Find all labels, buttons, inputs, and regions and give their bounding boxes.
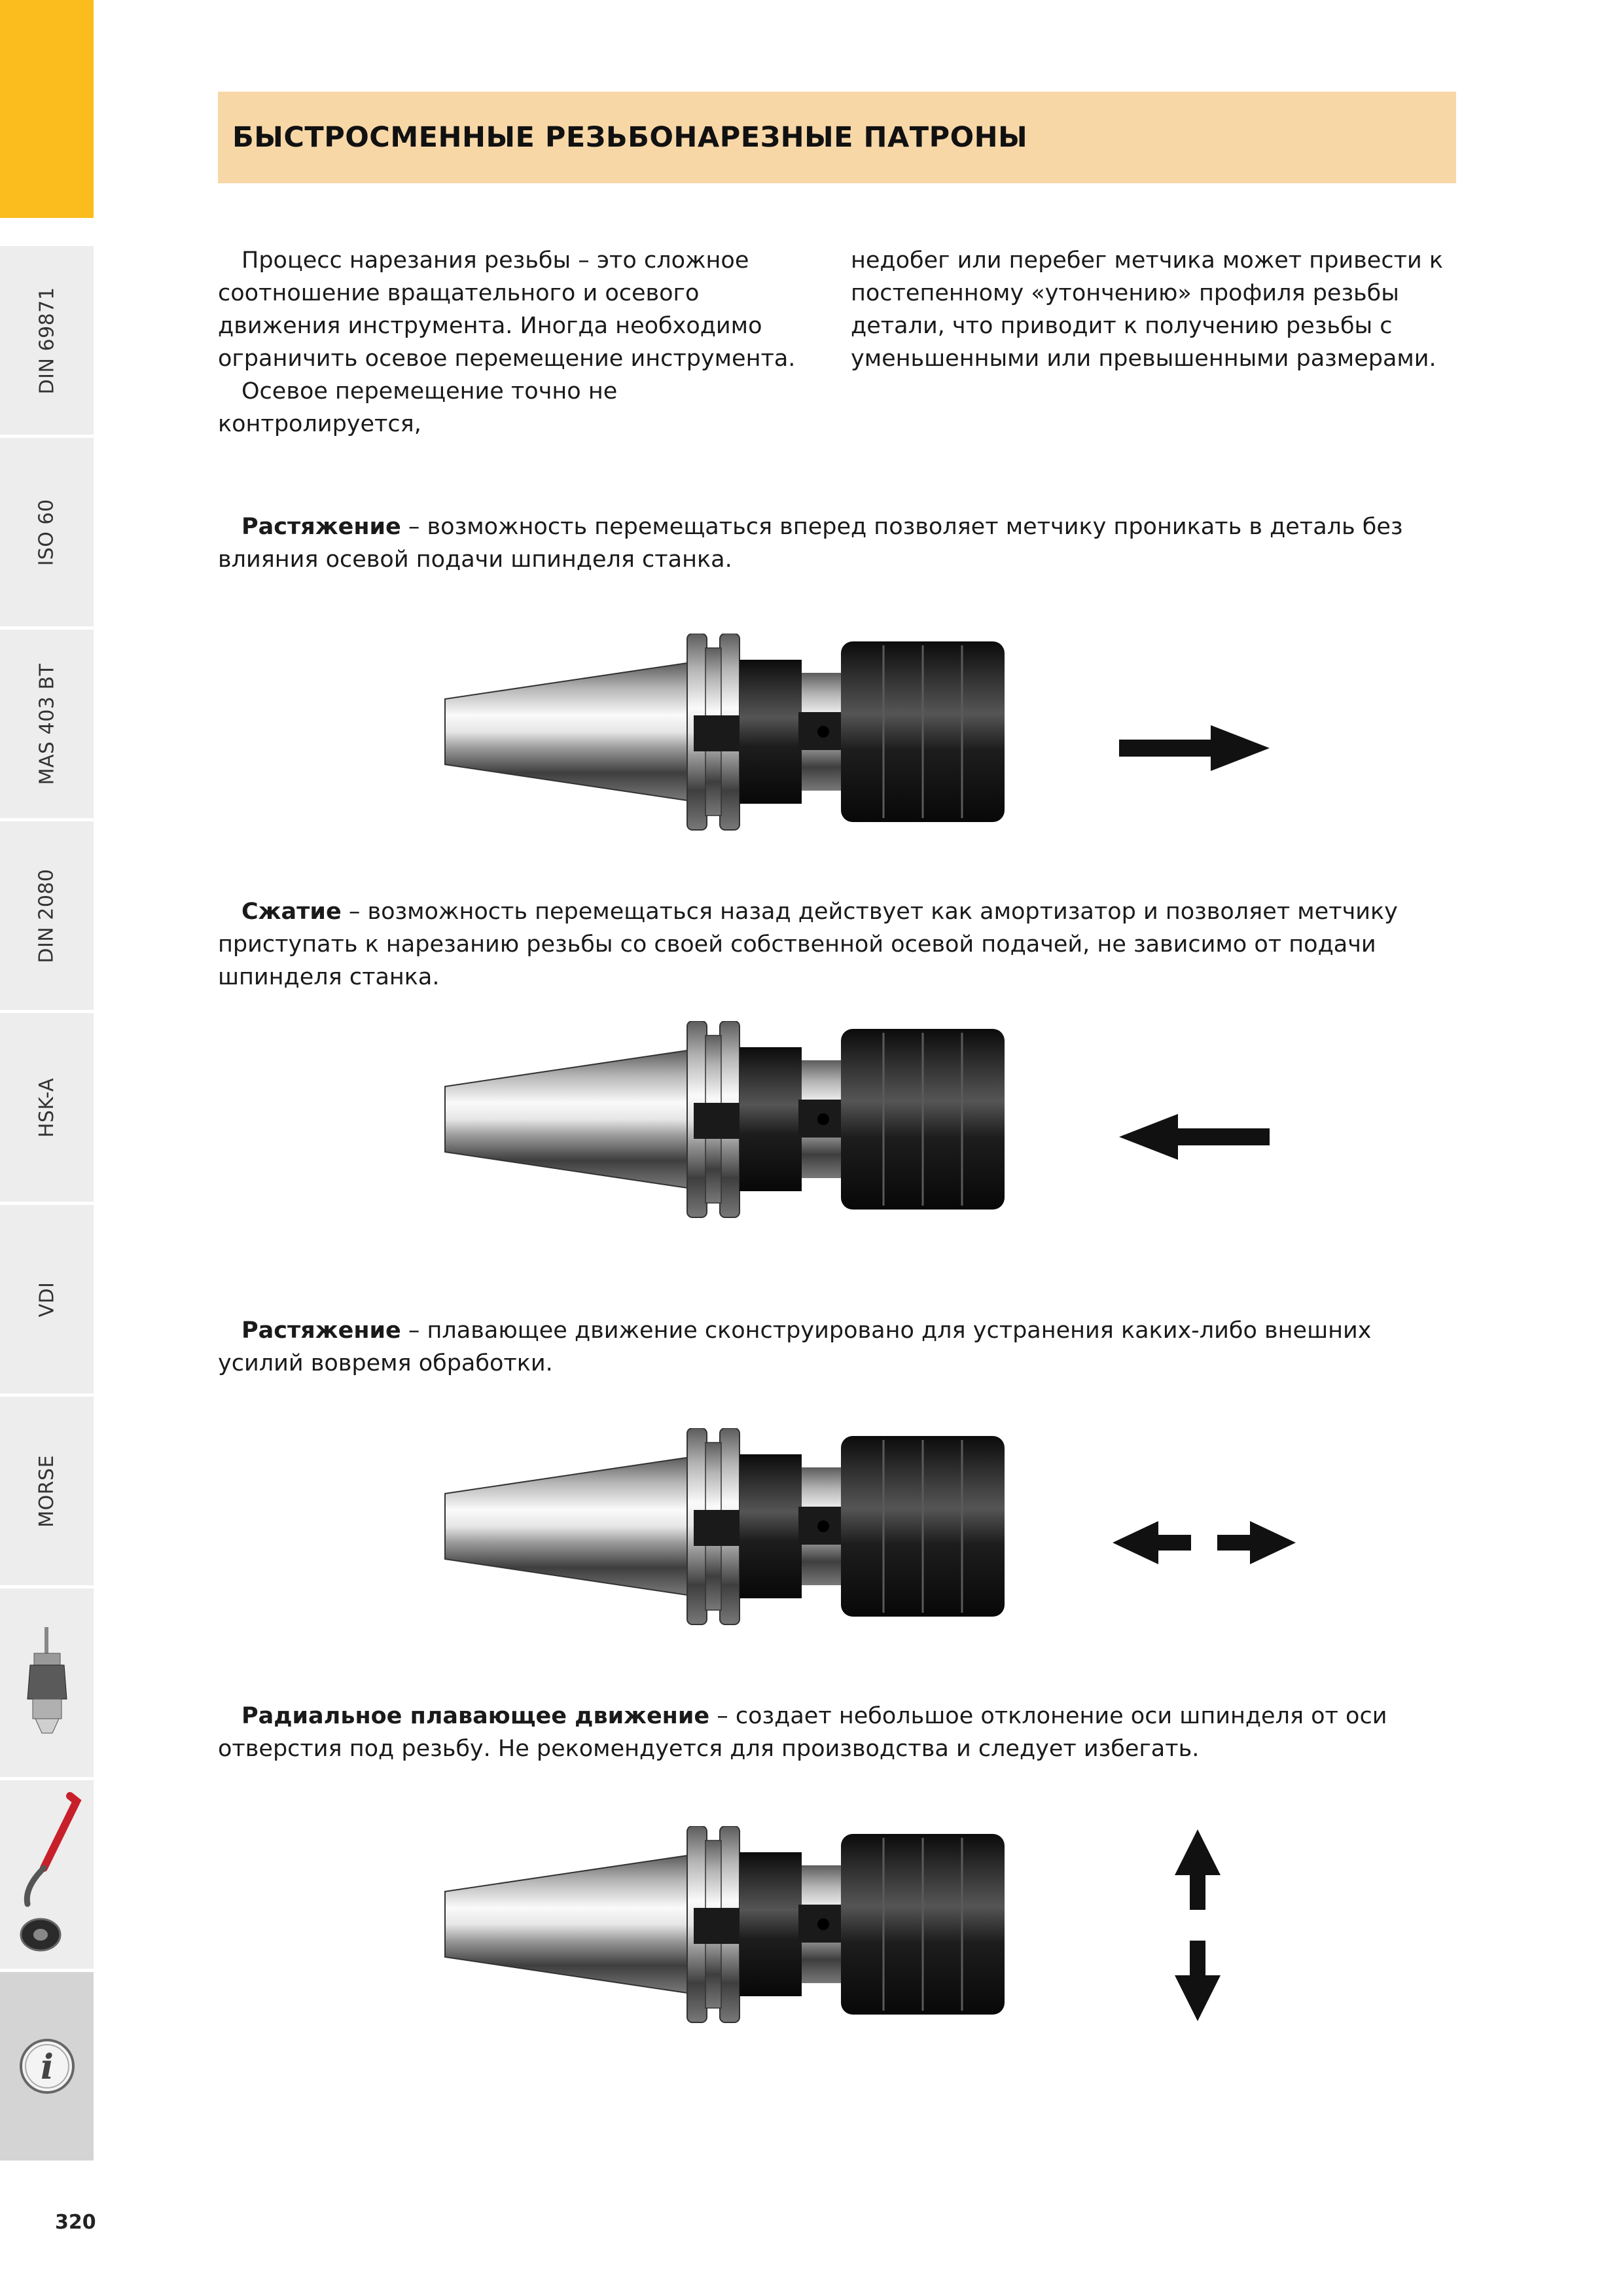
left-arrow-icon: [1119, 1114, 1270, 1160]
section-term: Радиальное плавающее движение: [241, 1703, 710, 1729]
chuck-figure-floating: [432, 1428, 1315, 1664]
tab-wrenches-nuts[interactable]: [0, 1780, 94, 1969]
up-down-arrows-icon: [1175, 1829, 1221, 2021]
tab-label: DIN 2080: [35, 868, 58, 963]
tab-din-69871[interactable]: [0, 246, 94, 435]
wrench-and-nut-icon: [11, 1789, 83, 1960]
tab-info[interactable]: [0, 1972, 94, 2161]
section-text: [218, 1700, 1461, 1765]
tab-label: MORSE: [35, 1454, 58, 1528]
drill-chuck-icon: [21, 1627, 73, 1738]
section-floating: [218, 1314, 1461, 1380]
chuck-figure-radial: [432, 1826, 1315, 2062]
intro-paragraph: Осевое перемещение точно не контролируется,: [218, 378, 618, 437]
section-description: – возможность перемещаться вперед позволяет метчику проникать в деталь без влияния осевой подачи шпинделя станка.: [218, 514, 1403, 573]
tab-label: MAS 403 BT: [35, 663, 59, 785]
section-term: Растяжение: [241, 1318, 401, 1344]
intro-paragraph: Процесс нарезания резьбы – это сложное соотношение вращательного и осевого движения инструмента. Иногда необходимо ограничить осевое перемещение инструмента.: [218, 247, 796, 372]
tab-mas-403-bt[interactable]: [0, 630, 94, 818]
tapping-chuck-image: [445, 634, 1005, 830]
tapping-chuck-image: [445, 1826, 1005, 2022]
tapping-chuck-image: [445, 1021, 1005, 1217]
tab-hsk-a[interactable]: [0, 1013, 94, 1202]
section-term: Сжатие: [241, 899, 342, 925]
tapping-chuck-image: [445, 1428, 1005, 1624]
section-radial-floating: [218, 1700, 1461, 1765]
tab-din-2080[interactable]: [0, 821, 94, 1010]
side-navigation: [0, 0, 94, 2173]
chuck-figure-extension: [432, 634, 1315, 869]
intro-paragraph: недобег или перебег метчика может привести к постепенному «утончению» профиля резьбы детали, что приводит к получению резьбы с уменьшенными или превышенными размерами.: [851, 247, 1443, 372]
intro-column-left: [218, 244, 827, 440]
title-bar: [218, 92, 1456, 183]
tab-label: HSK-A: [35, 1077, 58, 1138]
tab-label: DIN 69871: [35, 287, 58, 394]
tab-label: VDI: [35, 1282, 58, 1317]
section-color-tab: [0, 0, 94, 218]
section-description: – плавающее движение сконструировано для устранения каких-либо внешних усилий вовремя обработки.: [218, 1318, 1372, 1376]
section-compression: [218, 895, 1461, 994]
tab-morse[interactable]: [0, 1397, 94, 1585]
tab-iso-60[interactable]: [0, 438, 94, 626]
page-number: 320: [55, 2211, 96, 2234]
svg-text:i: i: [40, 2047, 54, 2087]
section-description: – создает небольшое отклонение оси шпинделя от оси отверстия под резьбу. Не рекомендуется для производства и следует избегать.: [218, 1703, 1387, 1762]
left-right-arrows-icon: [1113, 1521, 1296, 1564]
section-text: [218, 1314, 1461, 1380]
section-text: [218, 511, 1461, 576]
intro-column-right: [851, 244, 1459, 375]
section-term: Растяжение: [241, 514, 401, 540]
info-icon: [18, 2037, 77, 2096]
right-arrow-icon: [1119, 725, 1270, 771]
section-description: – возможность перемещаться назад действует как амортизатор и позволяет метчику приступать к нарезанию резьбы со своей собственной осевой подачей, не зависимо от подачи шпинделя станка.: [218, 899, 1398, 990]
tab-drill-chucks[interactable]: [0, 1588, 94, 1777]
tab-vdi[interactable]: [0, 1205, 94, 1393]
chuck-figure-compression: [432, 1021, 1315, 1257]
section-extension: [218, 511, 1461, 576]
page-title: БЫСТРОСМЕННЫЕ РЕЗЬБОНАРЕЗНЫЕ ПАТРОНЫ: [232, 121, 1028, 154]
section-text: [218, 895, 1461, 994]
tab-label: ISO 60: [35, 498, 58, 566]
